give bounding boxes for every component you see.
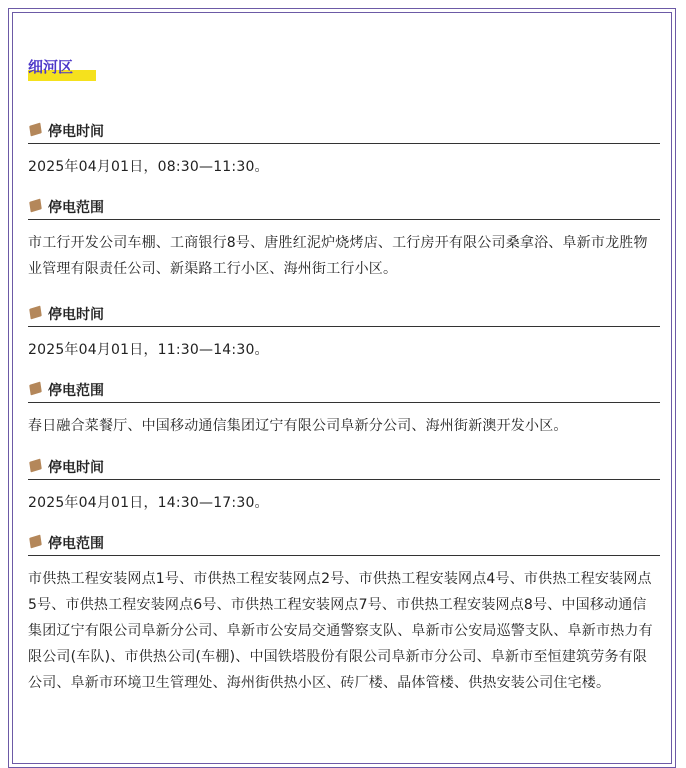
section-2-range-label: 停电范围 <box>48 383 104 399</box>
section-3-range: 市供热工程安装网点1号、市供热工程安装网点2号、市供热工程安装网点4号、市供热工程安装网点5号、市供热工程安装网点6号、市供热工程安装网点7号、市供热工程安装网点8号、中国移动通信集团辽宁有限公司阜新分公司、阜新市公安局交通警察支队、阜新市公安局巡警支队、阜新市热力有限公司(车队)、市供热公司(车棚)、中国铁塔股份有限公司阜新市分公司、阜新市至恒建筑劳务有限公司、阜新市环境卫生管理处、海州街供热小区、砖厂楼、晶体管楼、供热安装公司住宅楼。 <box>28 571 653 691</box>
bullet-icon <box>29 123 42 137</box>
section-2-time-label: 停电时间 <box>48 307 104 323</box>
section-1-time-header <box>28 119 660 144</box>
section-2-time-header <box>28 302 660 327</box>
section-1-range-label: 停电范围 <box>48 200 104 216</box>
section-3-range-header <box>28 531 660 556</box>
section-3-range-label: 停电范围 <box>48 536 104 552</box>
section-3-time-label: 停电时间 <box>48 460 104 476</box>
section-3-time: 2025年04月01日，14:30—17:30。 <box>28 495 269 511</box>
bullet-icon <box>29 382 42 396</box>
bullet-icon <box>29 535 42 549</box>
section-1-range-header <box>28 195 660 220</box>
district-title: 细河区 <box>28 58 74 76</box>
bullet-icon <box>29 459 42 473</box>
section-2-range: 春日融合菜餐厅、中国移动通信集团辽宁有限公司阜新分公司、海州街新澳开发小区。 <box>28 418 568 434</box>
section-1-time-label: 停电时间 <box>48 124 104 140</box>
bullet-icon <box>29 199 42 213</box>
section-3-time-header <box>28 455 660 480</box>
section-2-time: 2025年04月01日，11:30—14:30。 <box>28 342 269 358</box>
section-2-range-header <box>28 378 660 403</box>
section-1-time: 2025年04月01日，08:30—11:30。 <box>28 159 269 175</box>
bullet-icon <box>29 306 42 320</box>
section-1-range: 市工行开发公司车棚、工商银行8号、唐胜红泥炉烧烤店、工行房开有限公司桑拿浴、阜新市龙胜物业管理有限责任公司、新渠路工行小区、海州街工行小区。 <box>28 235 648 277</box>
